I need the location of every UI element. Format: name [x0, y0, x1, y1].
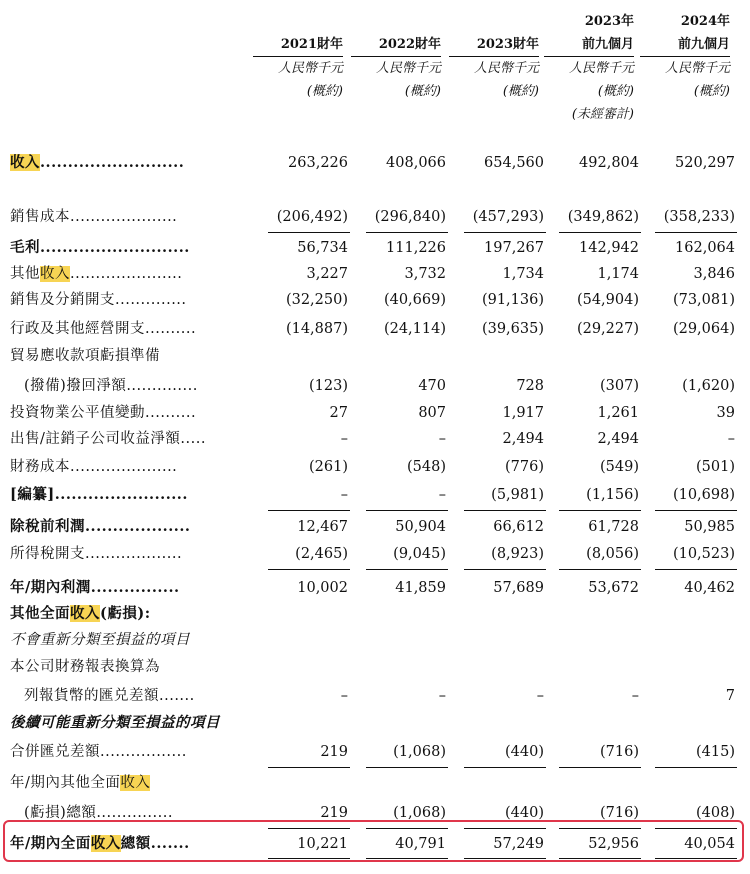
cell-2023: 728 [516, 378, 544, 394]
row-label: 投資物業公平值變動.......... [10, 405, 197, 421]
cell-2023: (5,981) [491, 487, 544, 503]
cell-2022: 41,859 [395, 580, 446, 596]
column-unit: 人民幣千元 [351, 56, 441, 80]
cell-2023-9m: 1,174 [597, 266, 639, 282]
cell-2021: 3,227 [306, 266, 348, 282]
row-redacted [0, 483, 750, 507]
row-revenue [0, 151, 750, 175]
row-label: 後續可能重新分類至損益的項目 [10, 714, 220, 731]
cell-2023: 1,917 [502, 405, 544, 421]
cell-2022: 3,732 [404, 266, 446, 282]
subtotal-rule [464, 569, 546, 570]
cell-2021: – [340, 431, 348, 447]
cell-2023-9m: 61,728 [588, 519, 639, 535]
cell-2024-9m: – [727, 431, 735, 447]
column-unit: 人民幣千元 [544, 56, 634, 80]
cell-2024-9m: (10,523) [672, 546, 735, 562]
column-unit: 人民幣千元 [253, 56, 343, 80]
column-period: 2022財年 [378, 37, 441, 52]
cell-2023: 66,612 [493, 519, 544, 535]
cell-2023: 654,560 [484, 155, 544, 171]
row-cost-of-sales [0, 205, 750, 229]
cell-2023-9m: (349,862) [567, 209, 639, 225]
row-disposal-gain [0, 427, 750, 451]
row-label: 除稅前利潤................... [10, 518, 191, 535]
cell-2022: (40,669) [383, 292, 446, 308]
subtotal-rule [268, 569, 350, 570]
cell-2021: 12,467 [297, 519, 348, 535]
row-label: (虧損)總額............... [24, 805, 173, 821]
cell-2023: (776) [505, 459, 544, 475]
cell-2024-9m: 520,297 [675, 155, 735, 171]
cell-2024-9m: 7 [725, 688, 735, 704]
cell-2023: (440) [505, 744, 544, 760]
cell-2024-9m: (501) [696, 459, 735, 475]
cell-2024-9m: 40,054 [684, 836, 735, 852]
column-header-2023-9m [544, 10, 634, 126]
cell-2021: (261) [309, 459, 348, 475]
cell-2021: (206,492) [276, 209, 348, 225]
column-header-2023 [449, 33, 539, 103]
row-impairment-header [0, 344, 750, 368]
column-unit: 人民幣千元 [449, 56, 539, 80]
cell-2023-9m: (307) [600, 378, 639, 394]
row-label: 銷售成本..................... [10, 209, 178, 225]
cell-2022: (548) [407, 459, 446, 475]
column-approx: (概約) [693, 84, 730, 99]
cell-2023-9m: (716) [600, 744, 639, 760]
row-label: 列報貨幣的匯兑差額....... [24, 688, 195, 704]
row-label: 本公司財務報表換算為 [10, 659, 160, 675]
row-profit-before-tax [0, 515, 750, 539]
row-profit-for-period [0, 576, 750, 600]
cell-2022: (9,045) [393, 546, 446, 562]
subtotal-rule [464, 232, 546, 233]
column-period: 2023財年 [476, 37, 539, 52]
cell-2022: 408,066 [386, 155, 446, 171]
cell-2022: – [438, 431, 446, 447]
cell-2024-9m: (29,064) [672, 321, 735, 337]
subtotal-rule [268, 767, 350, 768]
subtotal-rule [559, 569, 641, 570]
row-translation-diff [0, 684, 750, 708]
cell-2024-9m: (358,233) [663, 209, 735, 225]
subtotal-rule [366, 232, 448, 233]
row-translation-header [0, 655, 750, 679]
row-finance-costs [0, 455, 750, 479]
highlight-box [3, 820, 744, 862]
column-year: 2024年 [680, 14, 730, 29]
column-approx: (概約) [404, 84, 441, 99]
row-label: 行政及其他經營開支.......... [10, 321, 197, 337]
row-label: 不會重新分類至損益的項目 [10, 632, 190, 648]
cell-2022: 40,791 [395, 836, 446, 852]
cell-2023: (91,136) [481, 292, 544, 308]
subtotal-rule [464, 767, 546, 768]
cell-2024-9m: (73,081) [672, 292, 735, 308]
cell-2022: 50,904 [395, 519, 446, 535]
row-label: 年/期內利潤................ [10, 579, 180, 596]
cell-2023: – [536, 688, 544, 704]
subtotal-rule [366, 569, 448, 570]
row-not-reclassified [0, 628, 750, 652]
column-audit-note: (未經審計) [571, 107, 634, 122]
cell-2024-9m: (10,698) [672, 487, 735, 503]
row-gross-profit [0, 236, 750, 260]
row-label: 所得稅開支................... [10, 546, 183, 562]
cell-2023-9m: (8,056) [586, 546, 639, 562]
row-admin-expenses [0, 317, 750, 341]
row-label: 毛利........................... [10, 239, 190, 256]
row-label: 收入.......................... [10, 154, 185, 171]
cell-2023-9m: 142,942 [579, 240, 639, 256]
cell-2022: (296,840) [374, 209, 446, 225]
row-selling-expenses [0, 288, 750, 312]
subtotal-rule [268, 510, 350, 511]
cell-2021: (2,465) [295, 546, 348, 562]
row-label: 合併匯兑差額................. [10, 744, 187, 760]
subtotal-rule [559, 767, 641, 768]
cell-2023: 197,267 [484, 240, 544, 256]
cell-2023-9m: (1,156) [586, 487, 639, 503]
cell-2022: (1,068) [393, 744, 446, 760]
row-impairment [0, 374, 750, 398]
cell-2021: 27 [329, 405, 348, 421]
row-other-revenue [0, 262, 750, 286]
cell-2022: (24,114) [383, 321, 446, 337]
subtotal-rule [655, 510, 737, 511]
cell-2024-9m: (415) [696, 744, 735, 760]
cell-2021: 263,226 [288, 155, 348, 171]
column-unit: 人民幣千元 [640, 56, 730, 80]
cell-2021: (14,887) [285, 321, 348, 337]
row-label: 其他全面收入(虧損): [10, 605, 151, 622]
cell-2024-9m: 39 [716, 405, 735, 421]
cell-2022: 111,226 [386, 240, 446, 256]
cell-2024-9m: 50,985 [684, 519, 735, 535]
cell-2024-9m: 162,064 [675, 240, 735, 256]
cell-2024-9m: (408) [696, 805, 735, 821]
cell-2023: 57,689 [493, 580, 544, 596]
cell-2021: (32,250) [285, 292, 348, 308]
cell-2022: – [438, 688, 446, 704]
cell-2021: (123) [309, 378, 348, 394]
cell-2023: (440) [505, 805, 544, 821]
column-period: 前九個月 [581, 37, 634, 52]
cell-2021: – [340, 688, 348, 704]
cell-2023: (39,635) [481, 321, 544, 337]
row-label: 銷售及分銷開支.............. [10, 292, 187, 308]
cell-2021: 219 [320, 805, 348, 821]
cell-2023-9m: 2,494 [597, 431, 639, 447]
row-label: 年/期內全面收入總額....... [10, 835, 190, 852]
subtotal-rule [559, 510, 641, 511]
column-header-2021 [253, 33, 343, 103]
cell-2021: 56,734 [297, 240, 348, 256]
cell-2022: 470 [418, 378, 446, 394]
cell-2021: 219 [320, 744, 348, 760]
row-investment-property [0, 401, 750, 425]
row-consolidation-diff [0, 740, 750, 764]
cell-2023-9m: 53,672 [588, 580, 639, 596]
cell-2024-9m: (1,620) [682, 378, 735, 394]
row-oci-header [0, 602, 750, 626]
row-label: [編纂]........................ [10, 486, 188, 503]
subtotal-rule [559, 232, 641, 233]
row-label: 其他收入...................... [10, 266, 183, 282]
cell-2021: 10,221 [297, 836, 348, 852]
subtotal-rule [655, 232, 737, 233]
subtotal-rule [366, 510, 448, 511]
column-header-2022 [351, 33, 441, 103]
column-approx: (概約) [597, 84, 634, 99]
subtotal-rule [655, 569, 737, 570]
row-label: 貿易應收款項虧損準備 [10, 348, 160, 364]
cell-2023: 1,734 [502, 266, 544, 282]
row-income-tax [0, 542, 750, 566]
cell-2023-9m: (549) [600, 459, 639, 475]
column-period: 前九個月 [677, 37, 730, 52]
column-year: 2023年 [584, 14, 634, 29]
column-period: 2021財年 [280, 37, 343, 52]
cell-2021: 10,002 [297, 580, 348, 596]
cell-2022: – [438, 487, 446, 503]
cell-2023: 2,494 [502, 431, 544, 447]
cell-2021: – [340, 487, 348, 503]
cell-2024-9m: 3,846 [693, 266, 735, 282]
column-header-2024-9m [640, 10, 730, 103]
cell-2023-9m: 52,956 [588, 836, 639, 852]
cell-2023-9m: (54,904) [576, 292, 639, 308]
subtotal-rule [464, 510, 546, 511]
subtotal-rule [268, 232, 350, 233]
cell-2023-9m: 492,804 [579, 155, 639, 171]
subtotal-rule [655, 767, 737, 768]
cell-2024-9m: 40,462 [684, 580, 735, 596]
cell-2023: 57,249 [493, 836, 544, 852]
row-may-reclassify [0, 711, 750, 735]
row-label: 出售/註銷子公司收益淨額..... [10, 431, 206, 447]
cell-2022: (1,068) [393, 805, 446, 821]
cell-2023-9m: (716) [600, 805, 639, 821]
cell-2023-9m: 1,261 [597, 405, 639, 421]
row-label: (撥備)撥回淨額.............. [24, 378, 198, 394]
cell-2023: (8,923) [491, 546, 544, 562]
column-approx: (概約) [502, 84, 539, 99]
column-approx: (概約) [306, 84, 343, 99]
subtotal-rule [366, 767, 448, 768]
row-label: 財務成本..................... [10, 459, 178, 475]
cell-2023-9m: (29,227) [576, 321, 639, 337]
row-oci-total-header [0, 771, 750, 795]
cell-2022: 807 [418, 405, 446, 421]
cell-2023: (457,293) [472, 209, 544, 225]
row-label: 年/期內其他全面收入 [10, 775, 151, 791]
cell-2023-9m: – [631, 688, 639, 704]
